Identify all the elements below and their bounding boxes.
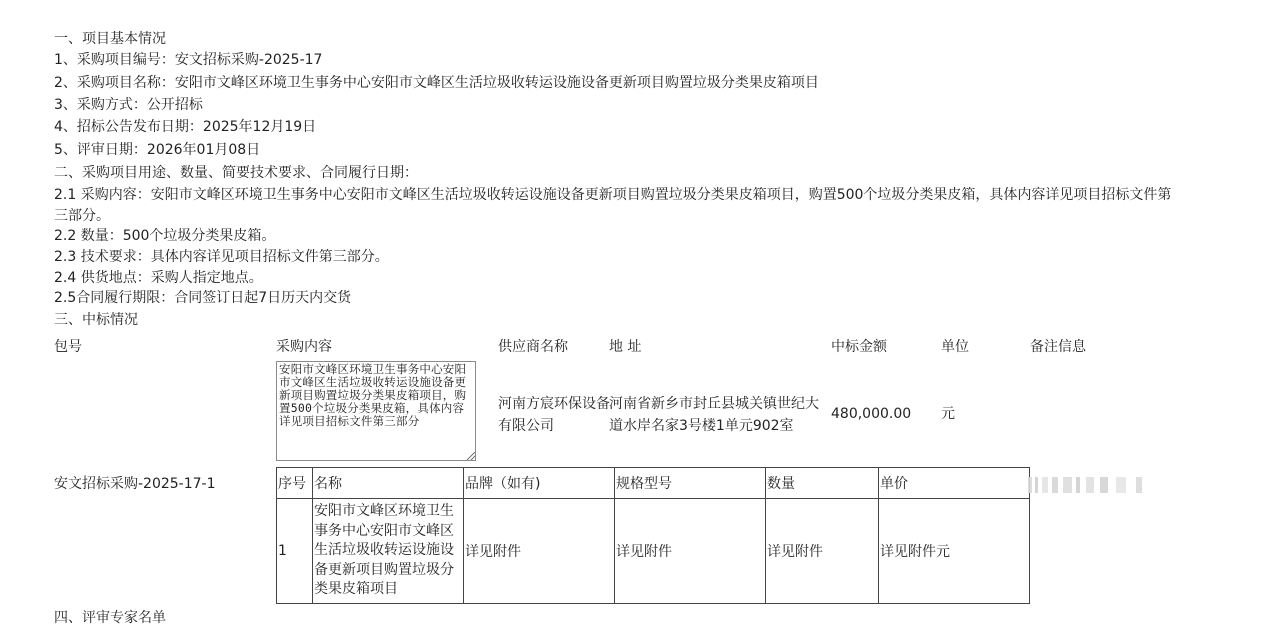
supplier-name: 河南方宸环保设备有限公司 bbox=[498, 396, 610, 434]
cell-brand: 详见附件 bbox=[464, 499, 615, 604]
th-brand: 品牌（如有) bbox=[464, 468, 615, 499]
tech-requirements: 2.3 技术要求：具体内容详见项目招标文件第三部分。 bbox=[54, 249, 389, 265]
col-package-no: 包号 bbox=[54, 339, 82, 355]
col-unit: 单位 bbox=[941, 339, 969, 355]
cell-unit-price: 详见附件元 bbox=[879, 499, 1030, 604]
items-table bbox=[276, 467, 1030, 604]
notice-date: 4、招标公告发布日期：2025年12月19日 bbox=[54, 119, 317, 135]
th-name: 名称 bbox=[313, 468, 464, 499]
col-content: 采购内容 bbox=[276, 339, 332, 355]
th-spec: 规格型号 bbox=[615, 468, 766, 499]
table-row bbox=[277, 499, 1030, 604]
award-amount: 480,000.00 bbox=[831, 406, 912, 422]
section1-heading: 一、项目基本情况 bbox=[54, 31, 166, 47]
project-number: 1、采购项目编号：安文招标采购-2025-17 bbox=[54, 52, 323, 68]
cell-spec: 详见附件 bbox=[615, 499, 766, 604]
cell-quantity: 详见附件 bbox=[766, 499, 879, 604]
resize-handle-icon[interactable] bbox=[467, 452, 475, 460]
cell-seq: 1 bbox=[277, 499, 313, 604]
delivery-location: 2.4 供货地点：采购人指定地点。 bbox=[54, 270, 263, 286]
section2-heading: 二、采购项目用途、数量、简要技术要求、合同履行日期： bbox=[54, 165, 418, 181]
package-number: 安文招标采购-2025-17-1 bbox=[54, 476, 216, 492]
project-name: 2、采购项目名称：安阳市文峰区环境卫生事务中心安阳市文峰区生活垃圾收转运设施设备更新项目购置垃圾分类果皮箱项目 bbox=[54, 75, 819, 91]
procurement-quantity: 2.2 数量：500个垃圾分类果皮箱。 bbox=[54, 228, 276, 244]
th-quantity: 数量 bbox=[766, 468, 879, 499]
review-date: 5、评审日期：2026年01月08日 bbox=[54, 142, 261, 158]
col-supplier: 供应商名称 bbox=[498, 339, 568, 355]
procurement-method: 3、采购方式：公开招标 bbox=[54, 97, 203, 113]
section4-heading: 四、评审专家名单 bbox=[54, 610, 166, 626]
items-table-header bbox=[277, 468, 1030, 499]
col-remarks: 备注信息 bbox=[1030, 339, 1086, 355]
award-unit: 元 bbox=[941, 406, 955, 422]
procurement-content: 2.1 采购内容：安阳市文峰区环境卫生事务中心安阳市文峰区生活垃圾收转运设施设备更新项目购置垃圾分类果皮箱项目，购置500个垃圾分类果皮箱，具体内容详见项目招标文件第三部分。 bbox=[54, 187, 1172, 224]
th-unit-price: 单价 bbox=[879, 468, 1030, 499]
cell-name: 安阳市文峰区环境卫生事务中心安阳市文峰区生活垃圾收转运设施设备更新项目购置垃圾分类果皮箱项目 bbox=[313, 499, 464, 604]
section3-heading: 三、中标情况 bbox=[54, 312, 138, 328]
contract-term: 2.5合同履行期限：合同签订日起7日历天内交货 bbox=[54, 290, 352, 306]
col-amount: 中标金额 bbox=[831, 339, 887, 355]
content-textarea[interactable] bbox=[276, 361, 476, 461]
th-seq: 序号 bbox=[277, 468, 313, 499]
blurred-remark bbox=[1028, 477, 1154, 493]
supplier-address: 河南省新乡市封丘县城关镇世纪大道水岸名家3号楼1单元902室 bbox=[609, 396, 819, 434]
col-address: 地 址 bbox=[609, 339, 642, 355]
